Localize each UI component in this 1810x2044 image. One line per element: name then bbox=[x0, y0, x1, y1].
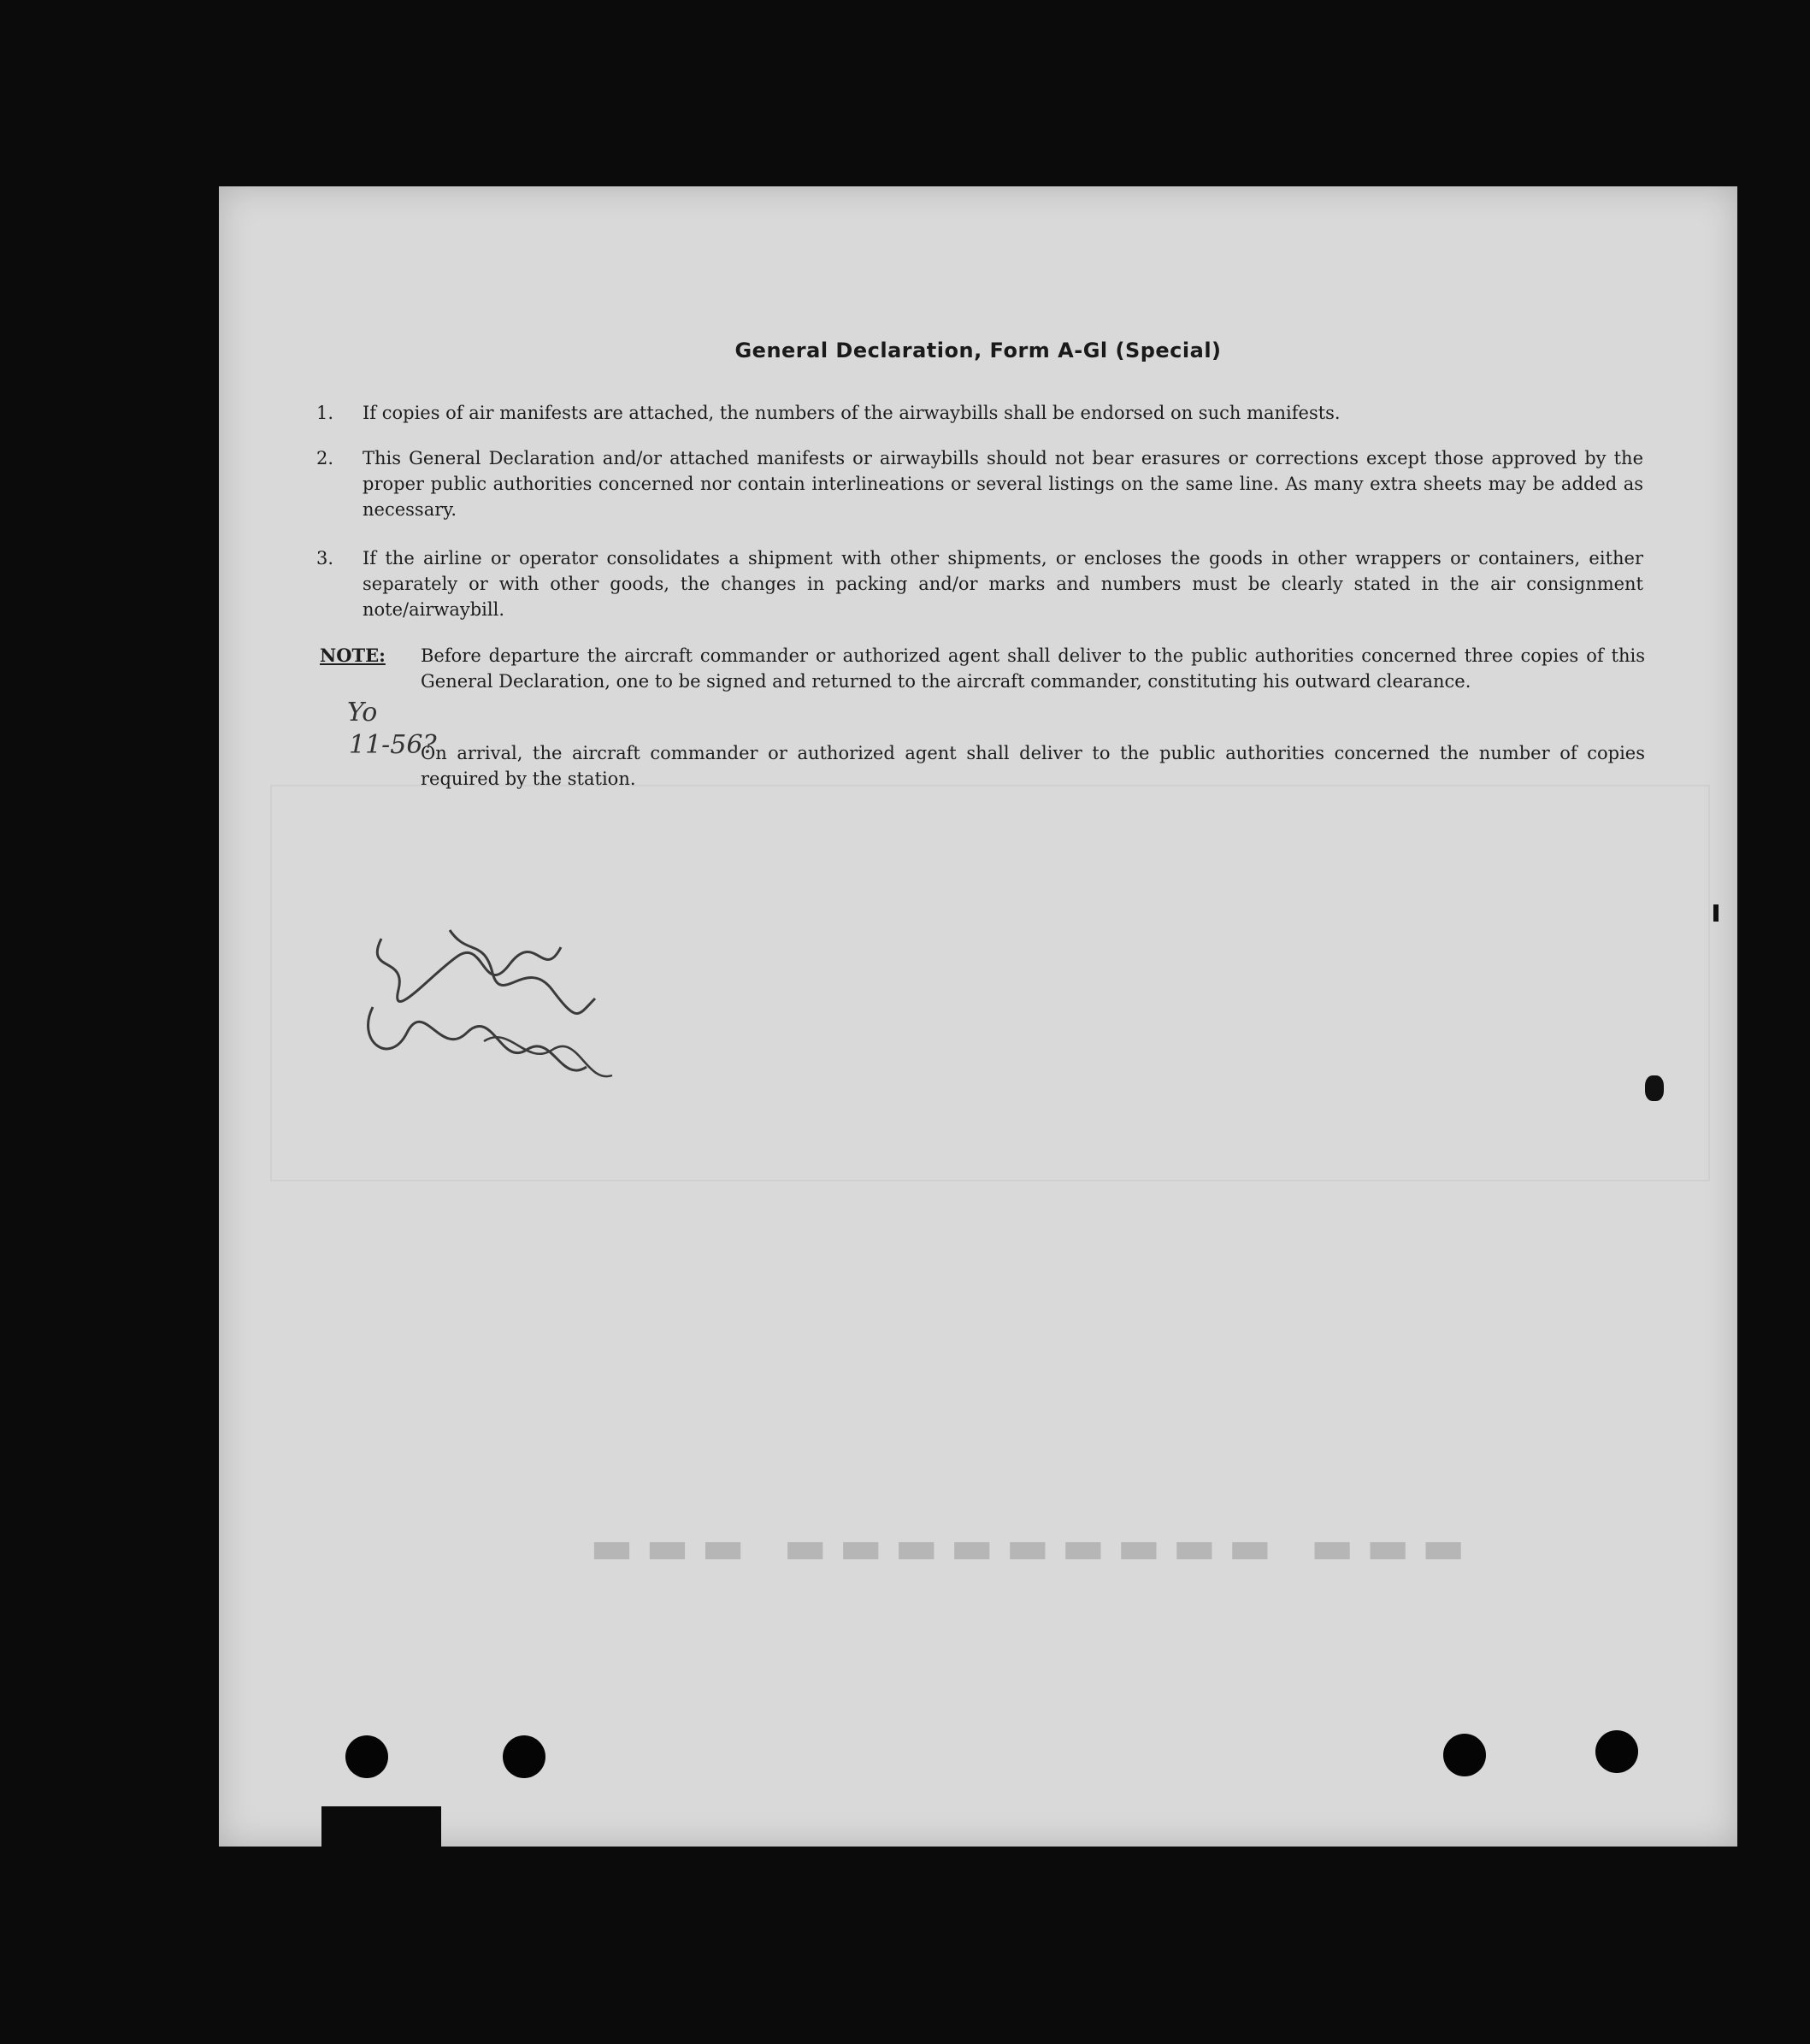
punch-hole bbox=[1595, 1730, 1638, 1773]
note-block bbox=[320, 643, 1645, 694]
note-paragraph-2: On arrival, the aircraft commander or authorized agent shall deliver to the public authorities concerned the number of copies required by the station. bbox=[421, 743, 1645, 789]
item-number: 2. bbox=[316, 448, 334, 468]
punch-hole bbox=[503, 1735, 545, 1778]
item-text: If the airline or operator consolidates a shipment with other shipments, or encloses the goods in other wrappers or containers, either separately or with other goods, the changes in packing and/or marks and numbers must be clearly stated in the air consignment note/airwaybill. bbox=[363, 548, 1643, 620]
ink-speck bbox=[1713, 904, 1719, 922]
form-title: General Declaration, Form A-Gl (Special) bbox=[734, 339, 1222, 362]
instruction-item-1 bbox=[316, 400, 1643, 426]
note-paragraph-2-block bbox=[320, 740, 1645, 792]
item-number: 3. bbox=[316, 548, 334, 568]
item-number: 1. bbox=[316, 403, 334, 423]
item-text: This General Declaration and/or attached manifests or airwaybills should not bear erasures or corrections except those approved by the proper public authorities concerned nor contain interlineations or several listings on the same line. As many extra sheets may be added as necessary. bbox=[363, 448, 1643, 520]
note-paragraph-1: Before departure the aircraft commander or authorized agent shall deliver to the public authorities concerned three copies of this General Declaration, one to be signed and returned to the aircraft commander, constituting his outward clearance. bbox=[421, 645, 1645, 692]
instruction-item-2 bbox=[316, 445, 1643, 522]
item-text: If copies of air manifests are attached, the numbers of the airwaybills shall be endorsed on such manifests. bbox=[363, 403, 1341, 423]
handwritten-signature bbox=[356, 922, 681, 1127]
punch-hole bbox=[1443, 1734, 1486, 1776]
instruction-item-3 bbox=[316, 545, 1643, 622]
margin-handwriting-1: Yo bbox=[347, 698, 378, 727]
ink-speck bbox=[1645, 1075, 1664, 1101]
punch-hole bbox=[345, 1735, 388, 1778]
document-sheet bbox=[219, 186, 1737, 1847]
note-label: NOTE: bbox=[320, 645, 386, 666]
torn-corner bbox=[321, 1806, 441, 1847]
bleed-through-marks: ▬▬▬ ▬▬▬▬▬▬▬▬▬ ▬▬▬ bbox=[578, 1520, 1465, 1574]
margin-handwriting-2: 11-56? bbox=[349, 730, 437, 760]
